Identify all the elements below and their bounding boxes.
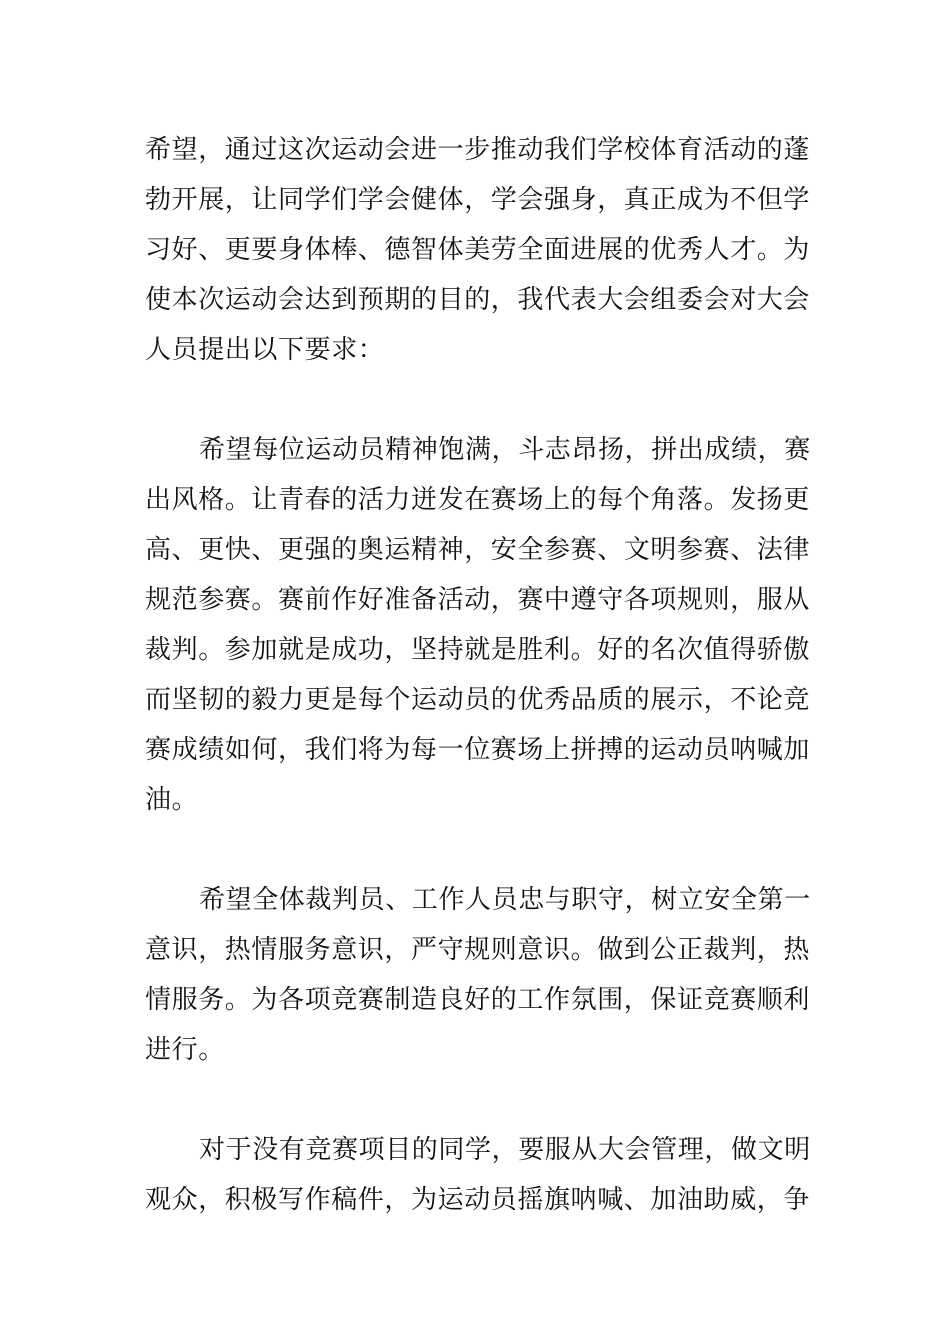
text-line: 意识，热情服务意识，严守规则意识。做到公正裁判，热 (145, 935, 811, 965)
paragraph-1 (145, 125, 810, 375)
text-line: 出风格。让青春的活力迸发在赛场上的每个角落。发扬更 (145, 485, 811, 515)
text-line: 人员提出以下要求： (145, 335, 385, 365)
text-line: 习好、更要身体棒、德智体美劳全面进展的优秀人才。为 (145, 235, 811, 265)
text-line: 赛成绩如何，我们将为每一位赛场上拼搏的运动员呐喊加 (145, 735, 811, 765)
text-line: 观众，积极写作稿件，为运动员摇旗呐喊、加油助威，争 (145, 1185, 811, 1215)
paragraph-4 (145, 1125, 810, 1225)
text-line: 油。 (145, 785, 199, 815)
paragraph-3 (145, 875, 810, 1075)
text-line: 希望每位运动员精神饱满，斗志昂扬，拼出成绩，赛 (199, 435, 811, 465)
text-line: 高、更快、更强的奥运精神，安全参赛、文明参赛、法律 (145, 535, 811, 565)
text-line: 规范参赛。赛前作好准备活动，赛中遵守各项规则，服从 (145, 585, 811, 615)
text-line: 而坚韧的毅力更是每个运动员的优秀品质的展示，不论竞 (145, 685, 811, 715)
text-line: 裁判。参加就是成功，坚持就是胜利。好的名次值得骄傲 (145, 635, 811, 665)
text-line: 希望，通过这次运动会进一步推动我们学校体育活动的蓬 (145, 135, 811, 165)
text-line: 进行。 (145, 1035, 225, 1065)
text-line: 对于没有竞赛项目的同学，要服从大会管理，做文明 (199, 1135, 811, 1165)
text-line: 使本次运动会达到预期的目的，我代表大会组委会对大会 (145, 285, 811, 315)
paragraph-2 (145, 425, 810, 825)
text-line: 勃开展，让同学们学会健体，学会强身，真正成为不但学 (145, 185, 811, 215)
text-line: 希望全体裁判员、工作人员忠与职守，树立安全第一 (199, 885, 811, 915)
text-line: 情服务。为各项竞赛制造良好的工作氛围，保证竞赛顺利 (145, 985, 811, 1015)
